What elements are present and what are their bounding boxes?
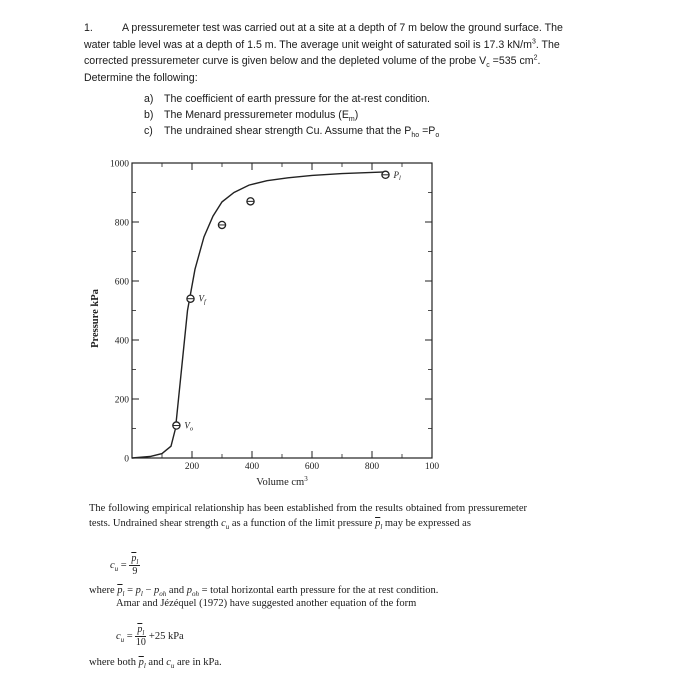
where-pl: $\overline{p}$ — [117, 585, 123, 596]
formula-lhs-sub: u — [114, 565, 119, 573]
where-minus: − — [142, 585, 155, 596]
where-cu: c — [166, 657, 171, 668]
x-tick-label: 800 — [364, 462, 380, 472]
where-line-1 — [89, 584, 438, 599]
marker-label: $V_f$ — [198, 293, 206, 306]
where-poh-2-sub: oh — [191, 590, 199, 599]
y-tick-label: 1000 — [110, 159, 129, 170]
where-p: p — [135, 585, 141, 596]
formula-tail: +25 kPa — [146, 630, 184, 642]
para-text: The following empirical relationship has been established from the results obtained from pressuremeter tests. Undrained shear strength — [89, 503, 527, 529]
para-text-2: as a function of the limit pressure — [229, 517, 376, 529]
where-line-2 — [89, 657, 222, 671]
x-tick-label: 400 — [244, 462, 260, 472]
formula-numerator-sub: l — [142, 629, 145, 637]
task-letter: c) — [144, 125, 153, 137]
y-tick-label: 0 — [124, 454, 129, 465]
cu-subscript: u — [225, 522, 230, 531]
where-poh-sub: oh — [159, 590, 167, 599]
pl-symbol: $\overline{p}$ — [375, 517, 381, 529]
formula-lhs: c — [116, 630, 121, 642]
formula-numerator: $\overline{p}$ — [137, 624, 143, 635]
data-marker — [247, 198, 254, 205]
task-text-end: ) — [354, 109, 359, 121]
task-subscript-2: o — [435, 132, 440, 140]
task-letter: b) — [144, 109, 154, 121]
where-text: where both — [89, 657, 139, 668]
problem-line-3: corrected pressuremeter curve is given below and the depleted volume of the probe V — [84, 55, 487, 67]
where-poh: p — [154, 585, 160, 596]
y-tick-label: 600 — [114, 277, 129, 288]
data-marker — [173, 421, 194, 433]
formula-equals: = — [118, 559, 130, 571]
unit-superscript: 3 — [531, 37, 536, 45]
problem-number: 1. — [84, 22, 93, 34]
probe-volume: =535 cm — [489, 55, 534, 67]
x-tick-label: 600 — [304, 462, 320, 472]
formula-cu-2 — [116, 624, 184, 649]
where-cu-sub: u — [170, 662, 175, 671]
where-text: where — [89, 585, 118, 596]
where-equals: = — [124, 585, 136, 596]
x-axis-label: Volume $cm^3$ — [256, 475, 308, 488]
chart-markers — [173, 170, 401, 433]
where-and: and — [145, 657, 167, 668]
data-marker — [218, 221, 225, 228]
y-tick-label: 400 — [114, 336, 129, 347]
formula-cu-1 — [110, 553, 140, 578]
task-letter: a) — [144, 93, 154, 105]
where-units: are in kPa. — [174, 657, 222, 668]
y-tick-label: 200 — [114, 395, 129, 406]
para-text-3: may be expressed as — [382, 517, 471, 529]
formula-fraction — [129, 553, 140, 578]
x-tick-label: 200 — [184, 462, 200, 472]
pl-subscript: l — [380, 522, 383, 531]
cu-symbol: c — [221, 517, 226, 529]
problem-line-2-end: . The — [535, 38, 560, 51]
pressure-volume-curve — [132, 172, 387, 458]
amar-jezequel-line: Amar and Jézéquel (1972) have suggested another equation of the form — [116, 598, 417, 609]
x-tick-label: 100 — [424, 462, 440, 472]
task-subscript: ho — [411, 132, 420, 140]
formula-lhs-sub: u — [120, 636, 125, 644]
task-text: The Menard pressuremeter modulus (E — [164, 109, 349, 121]
task-text: The undrained shear strength Cu. Assume that the P — [164, 125, 412, 137]
problem-line-1: A pressuremeter test was carried out at a site at a depth of 7 m below the ground surface. The — [122, 22, 563, 34]
task-text-mid: =P — [419, 125, 436, 137]
where-definition: = total horizontal earth pressure for the at rest condition. — [198, 585, 439, 596]
task-text: The coefficient of earth pressure for the at-rest condition. — [164, 93, 430, 105]
formula-denominator: 9 — [132, 566, 138, 577]
formula-numerator-sub: l — [136, 558, 139, 566]
where-pl-sub: l — [143, 662, 146, 671]
where-p-sub: l — [140, 590, 143, 599]
vc-subscript: c — [486, 62, 490, 70]
y-tick-label: 800 — [114, 218, 129, 229]
where-pl: $\overline{p}$ — [138, 657, 144, 668]
data-marker — [382, 170, 401, 182]
chart-tick-labels — [110, 160, 439, 473]
cm-superscript: 2 — [533, 54, 538, 62]
formula-fraction — [135, 624, 146, 649]
formula-numerator: $\overline{p}$ — [131, 553, 137, 564]
marker-label: $P_l$ — [393, 169, 401, 182]
where-and: and — [166, 585, 187, 596]
problem-line-2: water table level was at a depth of 1.5 m. The average unit weight of saturated soil is 17.3 kN/m — [84, 38, 532, 51]
y-axis-label: Pressure kPa — [90, 289, 101, 348]
formula-equals: = — [124, 630, 136, 642]
where-poh-2: p — [186, 585, 192, 596]
task-subscript: m — [348, 116, 355, 124]
problem-line-3-end: . — [537, 55, 541, 67]
data-marker — [187, 294, 207, 306]
formula-denominator: 10 — [135, 637, 146, 648]
empirical-paragraph — [89, 502, 527, 531]
formula-lhs: c — [110, 559, 115, 571]
marker-label: $V_o$ — [184, 420, 194, 433]
where-pl-sub: l — [122, 590, 125, 599]
problem-line-4: Determine the following: — [84, 71, 198, 84]
